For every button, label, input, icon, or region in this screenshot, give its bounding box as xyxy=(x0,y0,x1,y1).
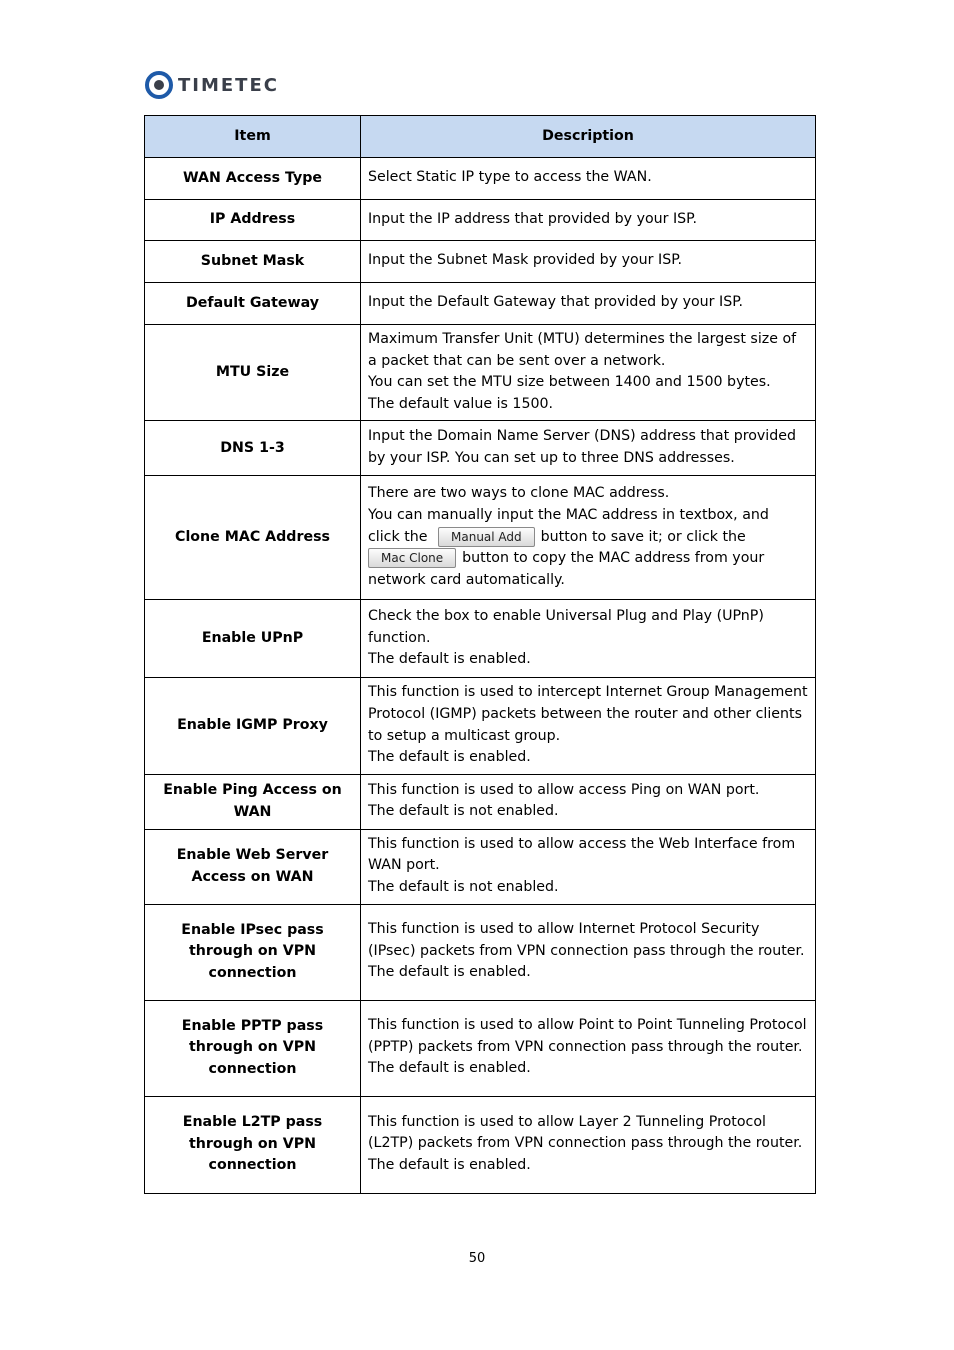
logo-text: TIMETEC xyxy=(178,74,279,96)
row-item: Enable IGMP Proxy xyxy=(145,678,361,774)
table-row xyxy=(145,325,816,421)
header-description: Description xyxy=(361,116,816,158)
description-line: Input the Domain Name Server (DNS) address that provided by your ISP. You can set up to three DNS addresses. xyxy=(368,428,796,466)
description-line: The default is not enabled. xyxy=(368,878,559,895)
description-line: Check the box to enable Universal Plug and Play (UPnP) function. xyxy=(368,607,764,646)
row-item: DNS 1-3 xyxy=(145,421,361,476)
table-row xyxy=(145,829,816,904)
table-row xyxy=(145,283,816,325)
description-line: Maximum Transfer Unit (MTU) determines the largest size of a packet that can be sent over a network. xyxy=(368,331,797,369)
description-line: This function is used to allow access Ping on WAN port. xyxy=(368,781,760,798)
description-line: The default is enabled. xyxy=(368,1060,531,1077)
description-text: button to copy the MAC address from your xyxy=(462,550,765,567)
row-description xyxy=(361,678,816,774)
description-line: The default is enabled. xyxy=(368,1156,531,1173)
row-description xyxy=(361,158,816,200)
row-item: Enable Ping Access on WAN xyxy=(145,774,361,829)
description-line: This function is used to allow access the Web Interface from WAN port. xyxy=(368,835,796,874)
row-description xyxy=(361,829,816,904)
description-line: Input the Subnet Mask provided by your ISP. xyxy=(368,252,683,269)
description-text: button to save it; or click the xyxy=(540,528,746,545)
row-description xyxy=(361,774,816,829)
row-item: Enable Web Server Access on WAN xyxy=(145,829,361,904)
description-line: This function is used to allow Internet Protocol Security (IPsec) packets from VPN connection pass through the router. xyxy=(368,921,805,959)
description-text: click the xyxy=(368,528,428,545)
description-line: Input the Default Gateway that provided by your ISP. xyxy=(368,294,744,311)
row-item: Clone MAC Address xyxy=(145,476,361,600)
mac-clone-button[interactable]: Mac Clone xyxy=(368,548,456,568)
row-description xyxy=(361,421,816,476)
description-line: This function is used to allow Layer 2 Tunneling Protocol (L2TP) packets from VPN connection pass through the router. xyxy=(368,1113,803,1152)
row-description xyxy=(361,241,816,283)
row-description xyxy=(361,1096,816,1193)
row-description xyxy=(361,283,816,325)
description-line: The default is enabled. xyxy=(368,964,531,981)
row-description xyxy=(361,476,816,600)
description-line: The default is enabled. xyxy=(368,651,531,668)
description-line: The default is enabled. xyxy=(368,749,531,766)
table-row xyxy=(145,241,816,283)
table-row xyxy=(145,678,816,774)
table-header-row xyxy=(145,116,816,158)
table-row xyxy=(145,200,816,241)
row-item: WAN Access Type xyxy=(145,158,361,200)
row-item: Enable L2TP pass through on VPN connection xyxy=(145,1096,361,1193)
row-description xyxy=(361,200,816,241)
table-row xyxy=(145,600,816,678)
table-row xyxy=(145,421,816,476)
description-line: This function is used to allow Point to Point Tunneling Protocol (PPTP) packets from VPN connection pass through the router. xyxy=(368,1017,807,1055)
row-item: MTU Size xyxy=(145,325,361,421)
description-line: You can set the MTU size between 1400 and 1500 bytes. xyxy=(368,374,771,391)
row-description xyxy=(361,904,816,1000)
description-line: There are two ways to clone MAC address. xyxy=(368,485,670,502)
row-description xyxy=(361,325,816,421)
manual-add-button[interactable]: Manual Add xyxy=(438,527,535,547)
row-description xyxy=(361,600,816,678)
company-logo xyxy=(144,68,279,102)
description-line: The default is not enabled. xyxy=(368,803,559,820)
row-item: Enable IPsec pass through on VPN connection xyxy=(145,904,361,1000)
table-row xyxy=(145,1096,816,1193)
description-line: Select Static IP type to access the WAN. xyxy=(368,169,652,186)
row-item: Enable PPTP pass through on VPN connection xyxy=(145,1000,361,1096)
row-item: Default Gateway xyxy=(145,283,361,325)
description-line: Input the IP address that provided by your ISP. xyxy=(368,210,698,227)
settings-table xyxy=(144,115,816,1194)
row-item: IP Address xyxy=(145,200,361,241)
table-row xyxy=(145,904,816,1000)
table-row xyxy=(145,1000,816,1096)
table-row xyxy=(145,774,816,829)
description-line: This function is used to intercept Internet Group Management Protocol (IGMP) packets between the router and other clients to setup a multicast group. xyxy=(368,684,808,744)
description-line xyxy=(368,527,809,549)
description-line xyxy=(368,548,809,570)
description-line: You can manually input the MAC address in textbox, and xyxy=(368,506,769,523)
row-item: Subnet Mask xyxy=(145,241,361,283)
description-line: The default value is 1500. xyxy=(368,395,554,412)
table-row xyxy=(145,476,816,600)
description-line: network card automatically. xyxy=(368,571,565,588)
row-description xyxy=(361,1000,816,1096)
table-row xyxy=(145,158,816,200)
header-item: Item xyxy=(145,116,361,158)
page-number: 50 xyxy=(468,1251,486,1266)
row-item: Enable UPnP xyxy=(145,600,361,678)
timetec-logo-icon xyxy=(144,70,174,100)
